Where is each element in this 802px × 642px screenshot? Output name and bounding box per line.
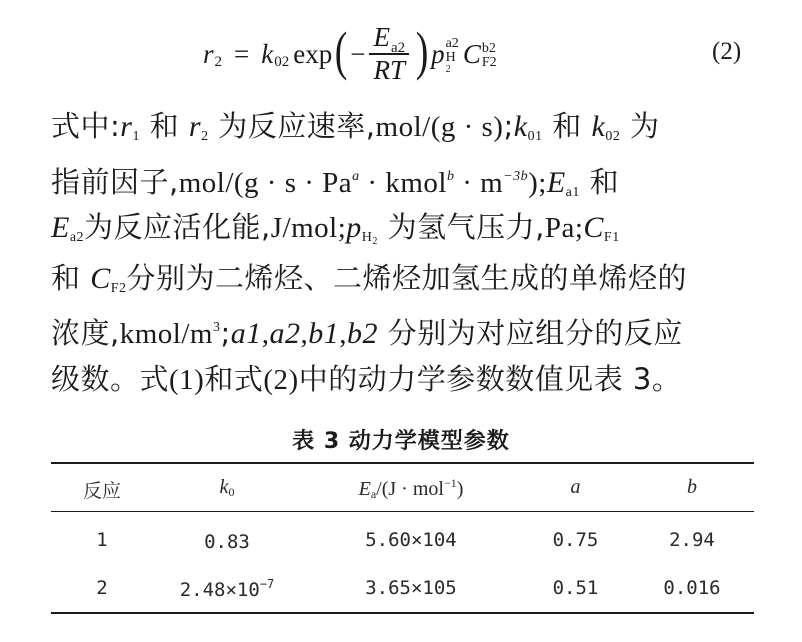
eq-p-sup: a2: [445, 36, 459, 51]
header-reaction: 反应: [82, 480, 121, 502]
table-cell: 0.83: [204, 531, 250, 553]
header-k0: k0: [219, 476, 235, 499]
table-cell: 5.60×104: [365, 529, 457, 551]
table-cell: $2.48\times 10^{-7}$: [179, 577, 275, 601]
table-bottom-rule: [51, 612, 754, 614]
table-top-rule: [51, 462, 754, 464]
eq-p-var: p: [431, 38, 445, 69]
eq-c-var: C: [462, 38, 481, 69]
eq-k-var: k: [261, 38, 274, 69]
equation-row: [0, 0, 802, 105]
table-cell: 0.75: [552, 529, 599, 551]
rate-equation: [203, 14, 497, 94]
eq-num-var: E: [373, 21, 390, 52]
eq-equals: =: [234, 38, 250, 69]
table-cell: 0.016: [663, 577, 721, 599]
eq-c-sub: F2: [481, 55, 497, 70]
eq-denominator: RT: [373, 55, 406, 85]
table-cell: 0.51: [552, 577, 599, 599]
para-line-2: 指前因子$,mol/(g \cdot s \cdot Pa^a$ · kmol$^b$ · $m^{-3b});Ea1$ 和: [51, 164, 620, 200]
eq-fraction: [369, 22, 409, 86]
eq-p-subsub: 2: [445, 64, 451, 75]
header-ea: Ea/(J · mol$^{-1}$): [358, 476, 464, 501]
para-line-1: 式中:r1 和 r2 为反应速率,mol/(g · s);k01 和 k02 为: [51, 109, 660, 144]
table-cell: 3.65×105: [365, 577, 457, 599]
eq-num-sub: a2: [390, 39, 406, 56]
header-b: b: [687, 476, 697, 498]
eq-left-paren: (: [334, 21, 348, 81]
eq-c-scripts: [482, 42, 497, 70]
body-paragraph: [51, 101, 756, 404]
table-cell: 2: [96, 577, 108, 599]
eq-exp: exp: [293, 38, 333, 69]
eq-p-sub: H: [445, 50, 456, 65]
table-cell: 2.94: [669, 529, 715, 551]
para-line-5: 浓度$,kmol/m^3;a1,a2,b1,b2$ 分别为对应组分的反应: [51, 316, 683, 350]
table-title: 表 3 动力学模型参数: [292, 429, 510, 454]
para-line-4: 和 CF2分别为二烯烃、二烯烃加氢生成的单烯烃的: [51, 260, 688, 296]
para-line-3: Ea2为反应活化能$,J/mol;pH_2$ 为氢气压力,Pa;CF1: [51, 210, 620, 247]
header-a: a: [570, 476, 581, 498]
equation-number: (2): [712, 38, 742, 65]
table-cell: 1: [96, 529, 108, 551]
eq-lhs-sub: 2: [214, 53, 223, 70]
eq-c-sup: b2: [481, 41, 496, 56]
eq-minus: −: [350, 38, 366, 69]
eq-right-paren: ): [415, 21, 429, 81]
eq-k-sub: 02: [274, 53, 290, 70]
eq-p-scripts: [446, 37, 459, 75]
eq-lhs-var: r: [203, 38, 214, 69]
para-line-6: 级数。式(1)和式(2)中的动力学参数数值见表 3。: [51, 361, 682, 396]
table-header-rule: [51, 511, 754, 512]
